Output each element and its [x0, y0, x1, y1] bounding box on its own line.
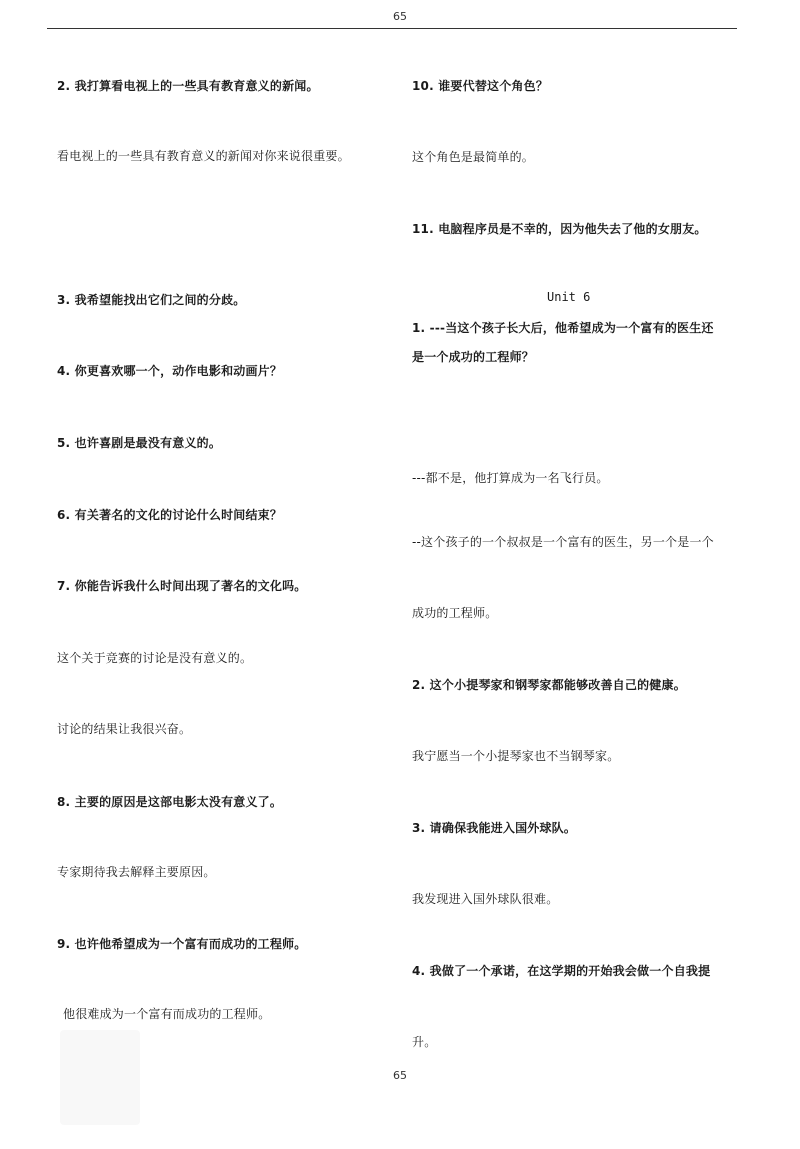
left-item-9: 9. 也许他希望成为一个富有而成功的工程师。	[57, 937, 307, 951]
right-unit6-item-4: 4. 我做了一个承诺，在这学期的开始我会做一个自我提	[412, 964, 711, 978]
right-item-11: 11. 电脑程序员是不幸的，因为他失去了他的女朋友。	[412, 222, 707, 236]
left-item-6: 6. 有关著名的文化的讨论什么时间结束？	[57, 508, 283, 522]
right-unit6-item-2: 2. 这个小提琴家和钢琴家都能够改善自己的健康。	[412, 678, 686, 692]
left-item-7-answer-b: 讨论的结果让我很兴奋。	[57, 722, 192, 736]
right-unit6-item-1-answer-b-cont: 成功的工程师。	[412, 606, 498, 620]
right-item-10: 10. 谁要代替这个角色？	[412, 79, 549, 93]
left-item-2: 2. 我打算看电视上的一些具有教育意义的新闻。	[57, 79, 319, 93]
right-item-10-answer: 这个角色是最简单的。	[412, 150, 535, 164]
left-item-2-answer: 看电视上的一些具有教育意义的新闻对你来说很重要。	[57, 149, 350, 163]
left-item-8: 8. 主要的原因是这部电影太没有意义了。	[57, 795, 283, 809]
right-unit6-item-1: 1. ---当这个孩子长大后，他希望成为一个富有的医生还	[412, 321, 714, 335]
header-page-number: 65	[393, 10, 407, 23]
header-rule	[47, 28, 737, 29]
left-item-7-answer-a: 这个关于竞赛的讨论是没有意义的。	[57, 651, 253, 665]
left-item-4: 4. 你更喜欢哪一个，动作电影和动画片？	[57, 364, 283, 378]
left-item-7: 7. 你能告诉我什么时间出现了著名的文化吗。	[57, 579, 307, 593]
right-unit6-item-1-answer-a: ---都不是，他打算成为一名飞行员。	[412, 471, 609, 485]
left-item-5: 5. 也许喜剧是最没有意义的。	[57, 436, 222, 450]
left-item-3: 3. 我希望能找出它们之间的分歧。	[57, 293, 246, 307]
right-unit6-item-1-answer-b: --这个孩子的一个叔叔是一个富有的医生，另一个是一个	[412, 535, 714, 549]
footer-page-number: 65	[393, 1069, 407, 1082]
right-unit6-item-3-answer: 我发现进入国外球队很难。	[412, 892, 559, 906]
right-unit6-item-4-cont: 升。	[412, 1035, 437, 1049]
right-unit6-item-2-answer: 我宁愿当一个小提琴家也不当钢琴家。	[412, 749, 620, 763]
right-unit6-item-3: 3. 请确保我能进入国外球队。	[412, 821, 577, 835]
left-item-8-answer: 专家期待我去解释主要原因。	[57, 865, 216, 879]
left-item-9-answer: 他很难成为一个富有而成功的工程师。	[63, 1007, 271, 1021]
right-unit6-item-1-cont: 是一个成功的工程师？	[412, 350, 535, 364]
unit-heading: Unit 6	[547, 290, 591, 304]
